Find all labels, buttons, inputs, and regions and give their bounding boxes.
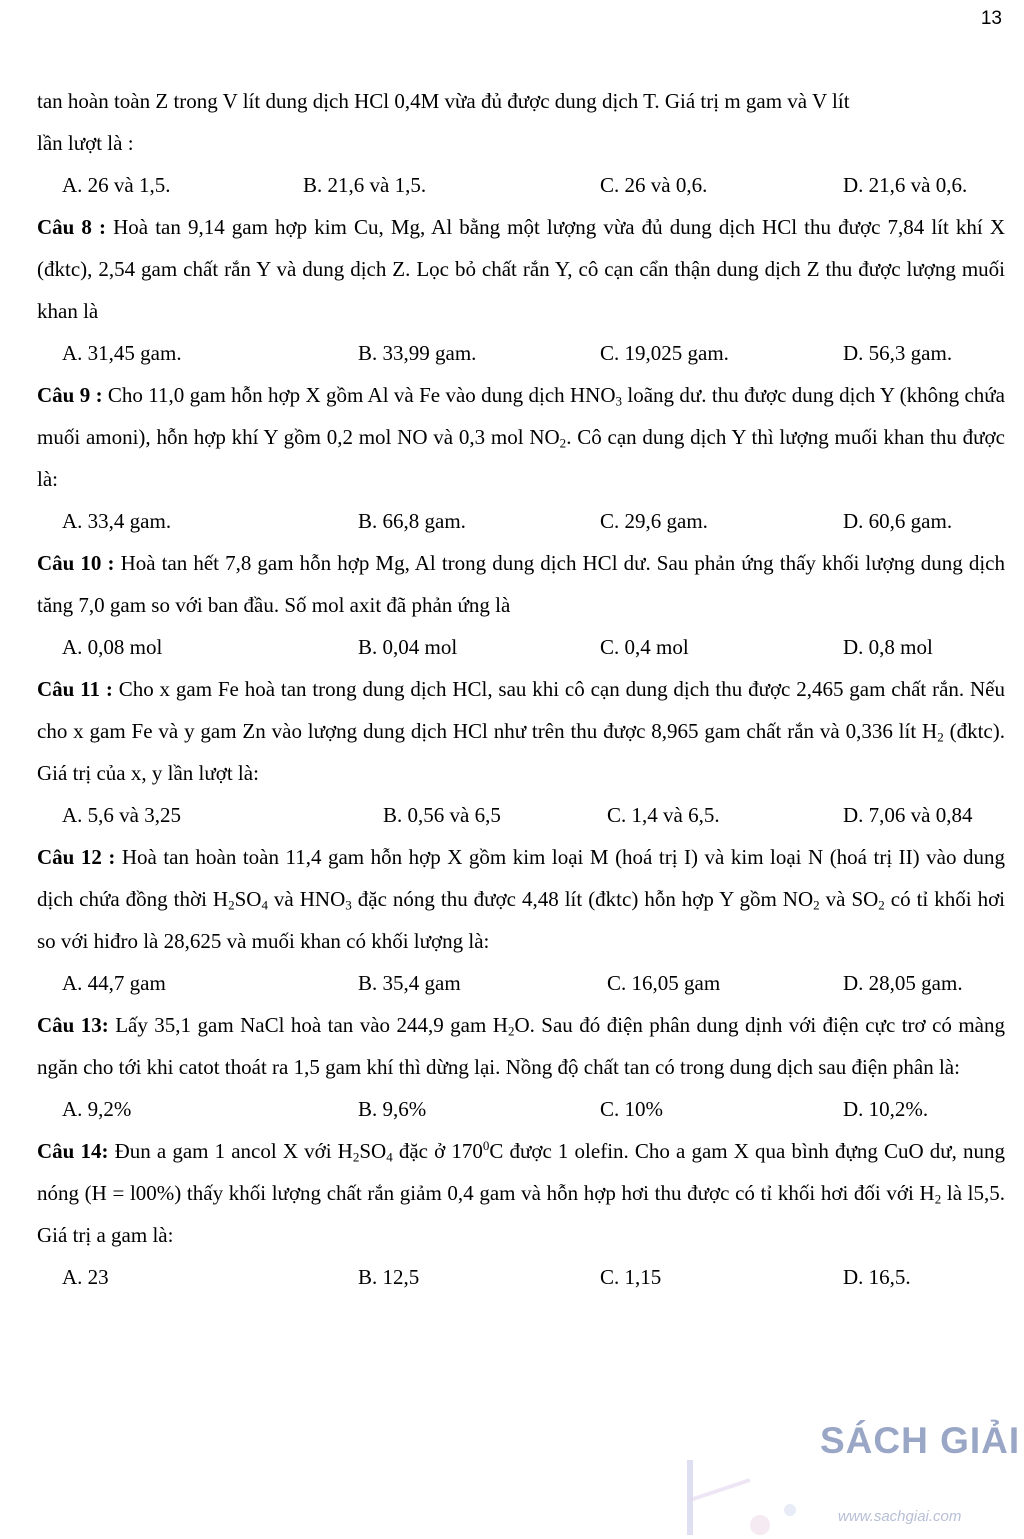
subscript: 3 bbox=[615, 393, 623, 409]
option-b: B. 9,6% bbox=[358, 1097, 427, 1121]
option-a: A. 44,7 gam bbox=[62, 971, 166, 995]
question-14-options bbox=[37, 1256, 1005, 1298]
question-text-1: Cho 11,0 gam hỗn hợp X gồm Al và Fe vào dung dịch HNO bbox=[102, 383, 616, 407]
question-9-options bbox=[37, 500, 1005, 542]
molecule-watermark-icon bbox=[660, 1440, 820, 1539]
question-label: Câu 10 : bbox=[37, 551, 115, 575]
option-c: C. 1,4 và 6,5. bbox=[607, 803, 720, 827]
question-text-1: Cho x gam Fe hoà tan trong dung dịch HCl, sau khi cô cạn dung dịch thu được 2,465 gam chất rắn. Nếu cho x gam Fe và y gam Zn vào lượng dung dịch HCl như trên thu được 8,965 gam chất rắn và 0,336 lít H bbox=[37, 677, 1005, 743]
subscript: 3 bbox=[345, 897, 352, 913]
option-d: D. 21,6 và 0,6. bbox=[843, 173, 968, 197]
question-text-2: SO bbox=[359, 1139, 387, 1163]
option-a: A. 33,4 gam. bbox=[62, 509, 172, 533]
subscript: 4 bbox=[386, 1149, 393, 1165]
question-text-6: có tỉ khối hơi so với hiđro là 28,625 và muối khan có khối lượng là: bbox=[37, 887, 1006, 953]
document-body bbox=[37, 80, 1005, 1298]
question-text-3: đặc ở 170 bbox=[392, 1139, 483, 1163]
question-8 bbox=[37, 206, 1005, 332]
question-12-options bbox=[37, 962, 1005, 1004]
subscript: 2 bbox=[937, 729, 944, 745]
option-a: A. 5,6 và 3,25 bbox=[62, 803, 181, 827]
logo-text: SÁCH GIẢI bbox=[820, 1420, 1021, 1461]
question-text-1: Hoà tan hoàn toàn 11,4 gam hỗn hợp X gồm kim loại M (hoá trị I) và kim loại N (hoá trị II) vào dung dịch chứa đồng thời H bbox=[37, 845, 1005, 911]
option-a: A. 26 và 1,5. bbox=[62, 173, 171, 197]
intro-line-1: tan hoàn toàn Z trong V lít dung dịch HCl 0,4M vừa đủ được dung dịch T. Giá trị m gam và V lít bbox=[37, 89, 850, 113]
question-13-options bbox=[37, 1088, 1005, 1130]
question-text-2: (đktc). Giá trị của x, y lần lượt là: bbox=[37, 719, 1005, 785]
question-label: Câu 11 : bbox=[37, 677, 113, 701]
option-b: B. 33,99 gam. bbox=[358, 341, 477, 365]
question-11-options bbox=[37, 794, 1005, 836]
option-d: D. 16,5. bbox=[843, 1265, 911, 1289]
question-text-2: O. Sau đó điện phân dung dịnh với điện cực trơ có màng ngăn cho tới khi catot thoát ra 1,5 gam khí thì dừng lại. Nồng độ chất tan có trong dung dịch sau điện phân là: bbox=[37, 1013, 1005, 1079]
option-d: D. 0,8 mol bbox=[843, 635, 933, 659]
option-d: D. 10,2%. bbox=[843, 1097, 929, 1121]
option-c: C. 19,025 gam. bbox=[600, 341, 729, 365]
question-text-5: là l5,5. Giá trị a gam là: bbox=[37, 1181, 1005, 1247]
brand-logo bbox=[812, 1416, 1021, 1536]
option-c: C. 16,05 gam bbox=[607, 971, 721, 995]
subscript: 2 bbox=[507, 1023, 515, 1039]
superscript: 0 bbox=[482, 1138, 490, 1154]
question-text-2: SO bbox=[234, 887, 262, 911]
option-b: B. 0,56 và 6,5 bbox=[383, 803, 501, 827]
option-b: B. 12,5 bbox=[358, 1265, 420, 1289]
question-label: Câu 12 : bbox=[37, 845, 116, 869]
option-c: C. 0,4 mol bbox=[600, 635, 689, 659]
option-d: D. 28,05 gam. bbox=[843, 971, 963, 995]
option-b: B. 0,04 mol bbox=[358, 635, 458, 659]
option-b: B. 66,8 gam. bbox=[358, 509, 466, 533]
subscript: 2 bbox=[934, 1191, 942, 1207]
question-text-4: đặc nóng thu được 4,48 lít (đktc) hỗn hợp Y gồm NO bbox=[351, 887, 814, 911]
question-label: Câu 14: bbox=[37, 1139, 109, 1163]
option-d: D. 7,06 và 0,84 bbox=[843, 803, 973, 827]
subscript: 2 bbox=[228, 897, 235, 913]
option-a: A. 23 bbox=[62, 1265, 109, 1289]
question-13 bbox=[37, 1004, 1005, 1088]
question-10 bbox=[37, 542, 1005, 626]
option-a: A. 9,2% bbox=[62, 1097, 132, 1121]
question-text-5: và SO bbox=[819, 887, 879, 911]
question-text-2: loãng dư. thu được dung dịch Y (không chứa muối amoni), hỗn hợp khí Y gồm 0,2 mol NO và 0,3 mol NO bbox=[37, 383, 1005, 449]
option-c: C. 29,6 gam. bbox=[600, 509, 708, 533]
question-12 bbox=[37, 836, 1005, 962]
intro-line-2: lần lượt là : bbox=[37, 131, 134, 155]
page-number: 13 bbox=[980, 8, 1002, 29]
question-text-3: và HNO bbox=[267, 887, 346, 911]
option-a: A. 0,08 mol bbox=[62, 635, 163, 659]
intro-text bbox=[37, 80, 1005, 164]
option-a: A. 31,45 gam. bbox=[62, 341, 182, 365]
question-text-4: C được 1 olefin. Cho a gam X qua bình đựng CuO dư, nung nóng (H = l00%) thấy khối lượng chất rắn giảm 0,4 gam và hỗn hợp hơi thu được có tỉ khối hơi đối với H bbox=[37, 1139, 1006, 1205]
question-label: Câu 13: bbox=[37, 1013, 109, 1037]
option-d: D. 56,3 gam. bbox=[843, 341, 953, 365]
subscript: 4 bbox=[261, 897, 268, 913]
logo-url: www.sachgiai.com bbox=[838, 1508, 962, 1525]
question-text-1: Lấy 35,1 gam NaCl hoà tan vào 244,9 gam H bbox=[108, 1013, 508, 1037]
question-text: Hoà tan hết 7,8 gam hỗn hợp Mg, Al trong dung dịch HCl dư. Sau phản ứng thấy khối lượng dung dịch tăng 7,0 gam so với ban đầu. Số mol axit đã phản ứng là bbox=[37, 551, 1005, 617]
subscript: 2 bbox=[878, 897, 885, 913]
subscript: 2 bbox=[352, 1149, 360, 1165]
intro-options bbox=[37, 164, 1005, 206]
subscript: 2 bbox=[559, 435, 567, 451]
question-text: Hoà tan 9,14 gam hợp kim Cu, Mg, Al bằng một lượng vừa đủ dung dịch HCl thu được 7,84 lít khí X (đktc), 2,54 gam chất rắn Y và dung dịch Z. Lọc bỏ chất rắn Y, cô cạn cẩn thận dung dịch Z thu được lượng muối khan là bbox=[37, 215, 1005, 323]
option-d: D. 60,6 gam. bbox=[843, 509, 953, 533]
question-9 bbox=[37, 374, 1005, 500]
question-text-3: . Cô cạn dung dịch Y thì lượng muối khan thu được là: bbox=[37, 425, 1005, 491]
option-c: C. 26 và 0,6. bbox=[600, 173, 708, 197]
question-11 bbox=[37, 668, 1005, 794]
question-14 bbox=[37, 1130, 1005, 1256]
option-c: C. 10% bbox=[600, 1097, 663, 1121]
option-b: B. 35,4 gam bbox=[358, 971, 461, 995]
question-10-options bbox=[37, 626, 1005, 668]
option-b: B. 21,6 và 1,5. bbox=[303, 173, 427, 197]
option-c: C. 1,15 bbox=[600, 1265, 662, 1289]
question-label: Câu 9 : bbox=[37, 383, 103, 407]
question-label: Câu 8 : bbox=[37, 215, 107, 239]
question-8-options bbox=[37, 332, 1005, 374]
question-text-1: Đun a gam 1 ancol X với H bbox=[108, 1139, 353, 1163]
subscript: 2 bbox=[813, 897, 820, 913]
